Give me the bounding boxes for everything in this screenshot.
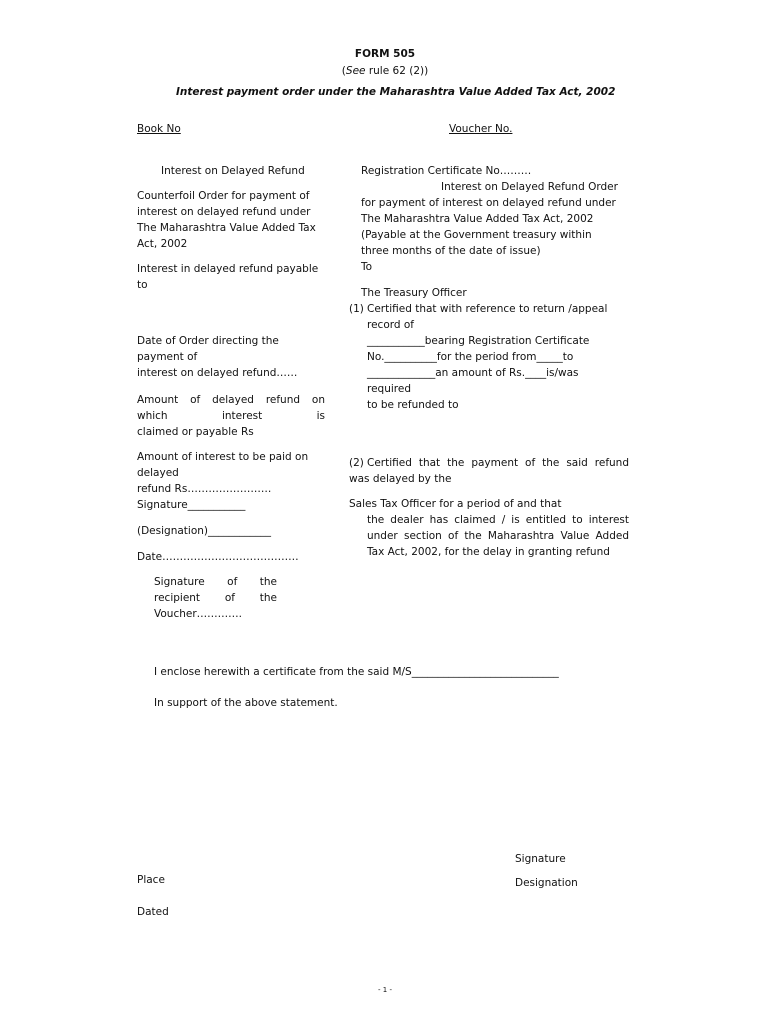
amount-interest-line: refund Rs…………………… (137, 483, 272, 495)
date-order-line: Date of Order directing the (137, 335, 279, 347)
item2-number: (2) (349, 457, 364, 469)
order-line: three months of the date of issue) (361, 245, 541, 257)
date-order-line: payment of (137, 351, 198, 363)
recipient-signature-text (154, 574, 277, 622)
order-text (361, 195, 641, 259)
voucher-no-label: Voucher No. (449, 123, 513, 135)
order-line: (Payable at the Government treasury within (361, 229, 592, 241)
counterfoil-line: Act, 2002 (137, 238, 188, 250)
place-label: Place (137, 874, 165, 886)
item2-second-line: was delayed by the (349, 473, 452, 485)
bottom-signature: Signature (515, 853, 566, 865)
bottom-designation: Designation (515, 877, 578, 889)
rule-text: rule 62 (2)) (365, 65, 429, 77)
payable-line: Interest in delayed refund payable (137, 263, 319, 275)
item1-line: No.__________for the period from_____to (367, 351, 574, 363)
dated-label: Dated (137, 906, 169, 918)
order-line: The Maharashtra Value Added Tax Act, 2002 (361, 213, 594, 225)
order-heading: Interest on Delayed Refund Order (441, 181, 618, 193)
amount-interest-line: Amount of interest to be paid on (137, 451, 309, 463)
payable-line: to (137, 279, 148, 291)
dealer-line: the dealer has claimed / is entitled to interest (367, 514, 629, 526)
item1-line: ___________bearing Registration Certificate (367, 335, 590, 347)
left-signature: Signature___________ (137, 499, 246, 511)
recipient-line: Signature of the (154, 576, 277, 588)
item1-line: required (367, 383, 411, 395)
counterfoil-line: Counterfoil Order for payment of (137, 190, 310, 202)
to-label: To (361, 261, 373, 273)
payable-to-text (137, 261, 337, 293)
item2-first-line: Certified that the payment of the said refund (367, 457, 629, 469)
left-designation: (Designation)____________ (137, 525, 271, 537)
amount-delayed-text (137, 392, 325, 440)
item1-text (367, 301, 647, 413)
support-statement: In support of the above statement. (154, 697, 338, 709)
item1-number: (1) (349, 303, 364, 315)
date-order-line: interest on delayed refund…… (137, 367, 298, 379)
counterfoil-line: The Maharashtra Value Added Tax (137, 222, 316, 234)
amount-delayed-line: claimed or payable Rs (137, 426, 254, 438)
page-number: - 1 - (378, 986, 392, 994)
book-no-label: Book No (137, 123, 181, 135)
amount-delayed-line: Amount of delayed refund on (137, 394, 325, 406)
order-line: for payment of interest on delayed refund under (361, 197, 616, 209)
dealer-text (367, 512, 629, 560)
left-heading: Interest on Delayed Refund (161, 165, 305, 177)
item1-line: _____________an amount of Rs.____is/was (367, 367, 579, 379)
amount-interest-line: delayed (137, 467, 179, 479)
form-number: FORM 505 (354, 48, 416, 60)
amount-delayed-line: which interest is (137, 410, 325, 422)
recipient-line: Voucher…………. (154, 608, 242, 620)
counterfoil-text (137, 188, 337, 252)
form-title: Interest payment order under the Maharashtra Value Added Tax Act, 2002 (176, 86, 616, 98)
item1-line: Certified that with reference to return /appeal (367, 303, 608, 315)
left-date: Date………………………………… (137, 551, 299, 563)
enclose-statement: I enclose herewith a certificate from the said M/S____________________________ (154, 666, 559, 678)
date-of-order-text (137, 333, 337, 381)
recipient-line: recipient of the (154, 592, 277, 604)
dealer-line: Tax Act, 2002, for the delay in granting refund (367, 546, 610, 558)
registration-certificate: Registration Certificate No……… (361, 165, 532, 177)
item1-line: to be refunded to (367, 399, 459, 411)
amount-interest-text (137, 449, 337, 497)
sales-tax-officer-line: Sales Tax Officer for a period of and that (349, 498, 562, 510)
rule-reference (0, 63, 770, 79)
counterfoil-line: interest on delayed refund under (137, 206, 311, 218)
dealer-line: under section of the Maharashtra Value Added (367, 530, 629, 542)
rule-open: ( (341, 65, 346, 77)
treasury-officer: The Treasury Officer (361, 287, 467, 299)
rule-see: See (345, 65, 366, 77)
item1-line: record of (367, 319, 414, 331)
